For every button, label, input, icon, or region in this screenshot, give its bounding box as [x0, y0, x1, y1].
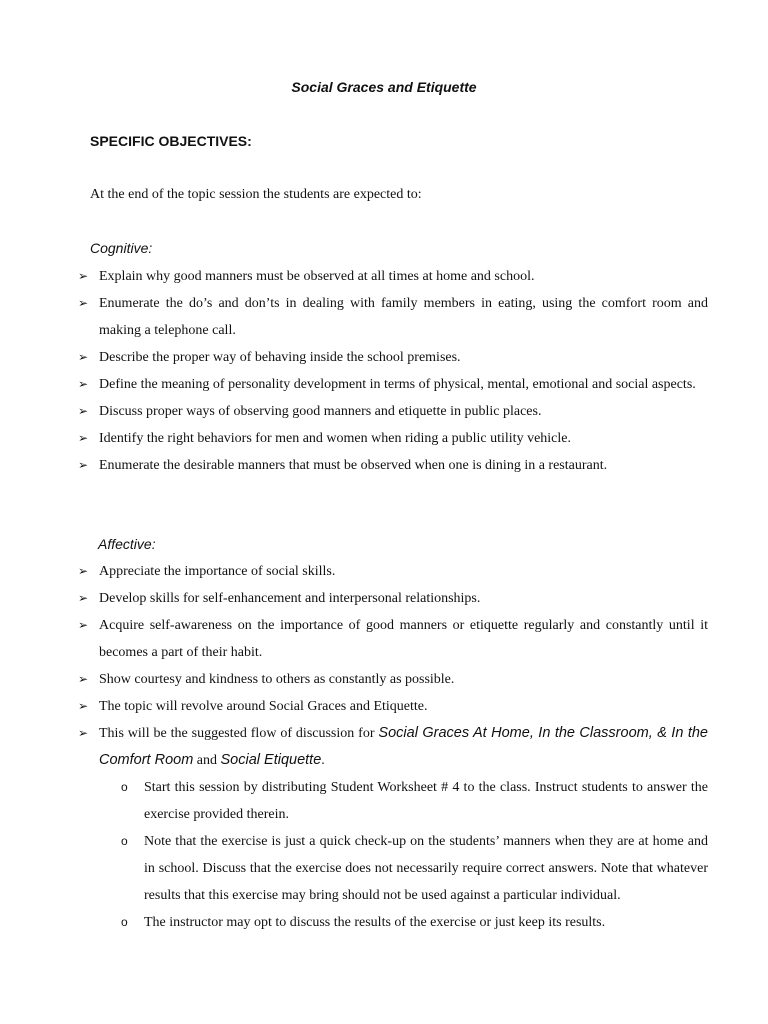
list-item: [78, 693, 708, 720]
list-item-text: Discuss proper ways of observing good manners and etiquette in public places.: [99, 404, 542, 419]
list-item: [78, 263, 708, 290]
arrow-bullet-icon: ➢: [78, 618, 89, 632]
arrow-bullet-icon: ➢: [78, 458, 89, 472]
list-item-text: Identify the right behaviors for men and women when riding a public utility vehicle.: [99, 431, 571, 446]
list-item: [78, 398, 708, 425]
arrow-bullet-icon: ➢: [78, 564, 89, 578]
arrow-bullet-icon: ➢: [78, 377, 89, 391]
list-item: [78, 290, 708, 344]
list-item: [78, 558, 708, 585]
document-title: Social Graces and Etiquette: [291, 79, 477, 95]
list-item: [78, 666, 708, 693]
arrow-bullet-icon: ➢: [78, 431, 89, 445]
arrow-bullet-icon: ➢: [78, 699, 89, 713]
flow-middle: and: [193, 753, 221, 768]
arrow-bullet-icon: ➢: [78, 296, 89, 310]
arrow-bullet-icon: ➢: [78, 404, 89, 418]
cognitive-objectives-list: [78, 263, 708, 479]
flow-suffix: .: [321, 753, 325, 768]
list-item-text: Describe the proper way of behaving inside the school premises.: [99, 350, 461, 365]
list-item-text: Enumerate the do’s and don’ts in dealing with family members in eating, using the comfort room and making a telephone call.: [99, 296, 708, 338]
flow-emphasis-2: Social Etiquette: [220, 752, 322, 768]
list-item-text: The topic will revolve around Social Graces and Etiquette.: [99, 699, 428, 714]
arrow-bullet-icon: ➢: [78, 726, 89, 740]
list-item-text: Acquire self-awareness on the importance of good manners or etiquette regularly and constantly until it becomes a part of their habit.: [99, 618, 708, 660]
circle-bullet-icon: o: [121, 915, 128, 929]
list-item-text: Develop skills for self-enhancement and interpersonal relationships.: [99, 591, 481, 606]
list-item-text: Explain why good manners must be observed at all times at home and school.: [99, 269, 535, 284]
list-item: [78, 344, 708, 371]
arrow-bullet-icon: ➢: [78, 269, 89, 283]
list-item: [99, 828, 708, 909]
list-item: [78, 720, 708, 936]
list-item: [78, 612, 708, 666]
intro-text: At the end of the topic session the students are expected to:: [90, 187, 422, 202]
discussion-steps-list: [99, 774, 708, 936]
arrow-bullet-icon: ➢: [78, 350, 89, 364]
list-item-text: Define the meaning of personality development in terms of physical, mental, emotional and social aspects.: [99, 377, 696, 392]
affective-label: Affective:: [98, 536, 156, 552]
list-item-text: Start this session by distributing Student Worksheet # 4 to the class. Instruct students to answer the exercise provided therein.: [144, 780, 708, 822]
list-item-text: The instructor may opt to discuss the results of the exercise or just keep its results.: [144, 915, 606, 930]
list-item: [99, 909, 708, 936]
list-item-text: Note that the exercise is just a quick check-up on the students’ manners when they are at home and in school. Discuss that the exercise does not necessarily require correct answers. Note that whatever results that this exercise may bring should not be used against a particular individual.: [144, 834, 708, 903]
flow-prefix: This will be the suggested flow of discussion for: [99, 726, 379, 741]
affective-objectives-list: [78, 558, 708, 936]
arrow-bullet-icon: ➢: [78, 591, 89, 605]
circle-bullet-icon: o: [121, 780, 128, 794]
list-item-text: Enumerate the desirable manners that must be observed when one is dining in a restaurant.: [99, 458, 608, 473]
section-heading: SPECIFIC OBJECTIVES:: [90, 133, 252, 149]
list-item: [99, 774, 708, 828]
list-item: [78, 585, 708, 612]
list-item-text: Appreciate the importance of social skills.: [99, 564, 336, 579]
list-item-text: Show courtesy and kindness to others as constantly as possible.: [99, 672, 455, 687]
flow-emphasis-1: Social Graces At Home, In the Classroom, & In the Comfort Room: [99, 725, 708, 768]
cognitive-label: Cognitive:: [90, 240, 153, 256]
list-item: [78, 425, 708, 452]
list-item: [78, 452, 708, 479]
arrow-bullet-icon: ➢: [78, 672, 89, 686]
list-item: [78, 371, 708, 398]
circle-bullet-icon: o: [121, 834, 128, 848]
